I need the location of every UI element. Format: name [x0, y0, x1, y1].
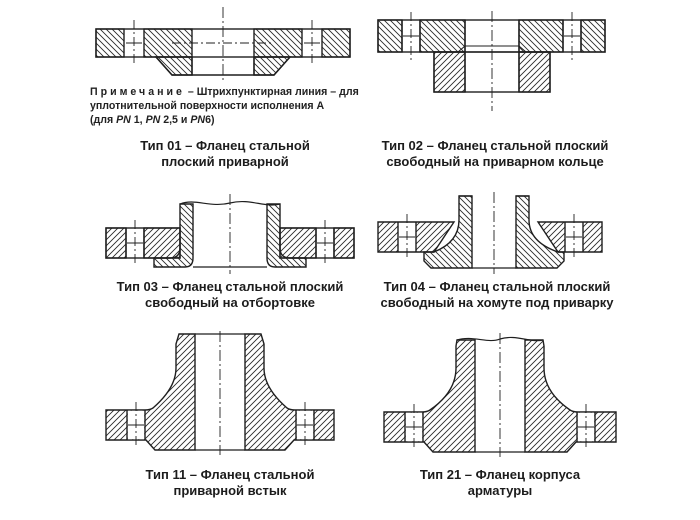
caption-type-02: [366, 138, 624, 171]
caption-type-11-line2: приварной встык: [173, 483, 287, 499]
type-01-flat-welded-flange-drawing: [88, 5, 358, 85]
figure-type-01: [88, 5, 358, 85]
caption-type-04-line1: Тип 04 – Фланец стальной плоский: [383, 279, 611, 294]
caption-type-02-line1: Тип 02 – Фланец стальной плоский: [381, 138, 609, 153]
caption-type-04: [364, 279, 630, 312]
figure-type-11: [98, 330, 363, 456]
figure-type-03: [100, 192, 360, 276]
figure-type-21: [378, 332, 638, 458]
caption-type-21-line2: арматуры: [467, 483, 533, 499]
caption-type-11-line1: Тип 11 – Фланец стальной: [145, 467, 315, 482]
figure-type-02: [372, 8, 617, 114]
type-04-loose-flange-on-collar-drawing: [374, 190, 619, 276]
caption-type-21-line1: Тип 21 – Фланец корпуса: [419, 467, 581, 482]
note-line3: (для PN 1, PN 2,5 и PN6): [90, 113, 215, 126]
type-11-weld-neck-flange-drawing: [98, 330, 363, 456]
type-03-loose-flange-on-flared-end-drawing: [100, 192, 360, 276]
caption-type-01: [100, 138, 350, 171]
note-sealing-surface: [90, 86, 376, 128]
caption-type-03-line2: свободный на отбортовке: [145, 295, 315, 311]
caption-type-02-line2: свободный на приварном кольце: [386, 154, 604, 170]
caption-type-11: [105, 467, 355, 500]
type-02-loose-flange-on-welded-ring-drawing: [372, 8, 617, 114]
figure-type-04: [374, 190, 619, 276]
caption-type-03: [98, 279, 362, 312]
caption-type-04-line2: свободный на хомуте под приварку: [380, 295, 614, 311]
caption-type-03-line1: Тип 03 – Фланец стальной плоский: [116, 279, 344, 294]
caption-type-01-line1: Тип 01 – Фланец стальной: [140, 138, 310, 153]
note-line2: уплотнительной поверхности исполнения А: [90, 99, 325, 112]
note-line1: – Штрихпунктирная линия – для: [187, 86, 359, 98]
caption-type-01-line2: плоский приварной: [161, 154, 289, 170]
type-21-valve-body-flange-drawing: [378, 332, 638, 458]
note-label: Примечание: [90, 86, 185, 98]
caption-type-21: [375, 467, 625, 500]
